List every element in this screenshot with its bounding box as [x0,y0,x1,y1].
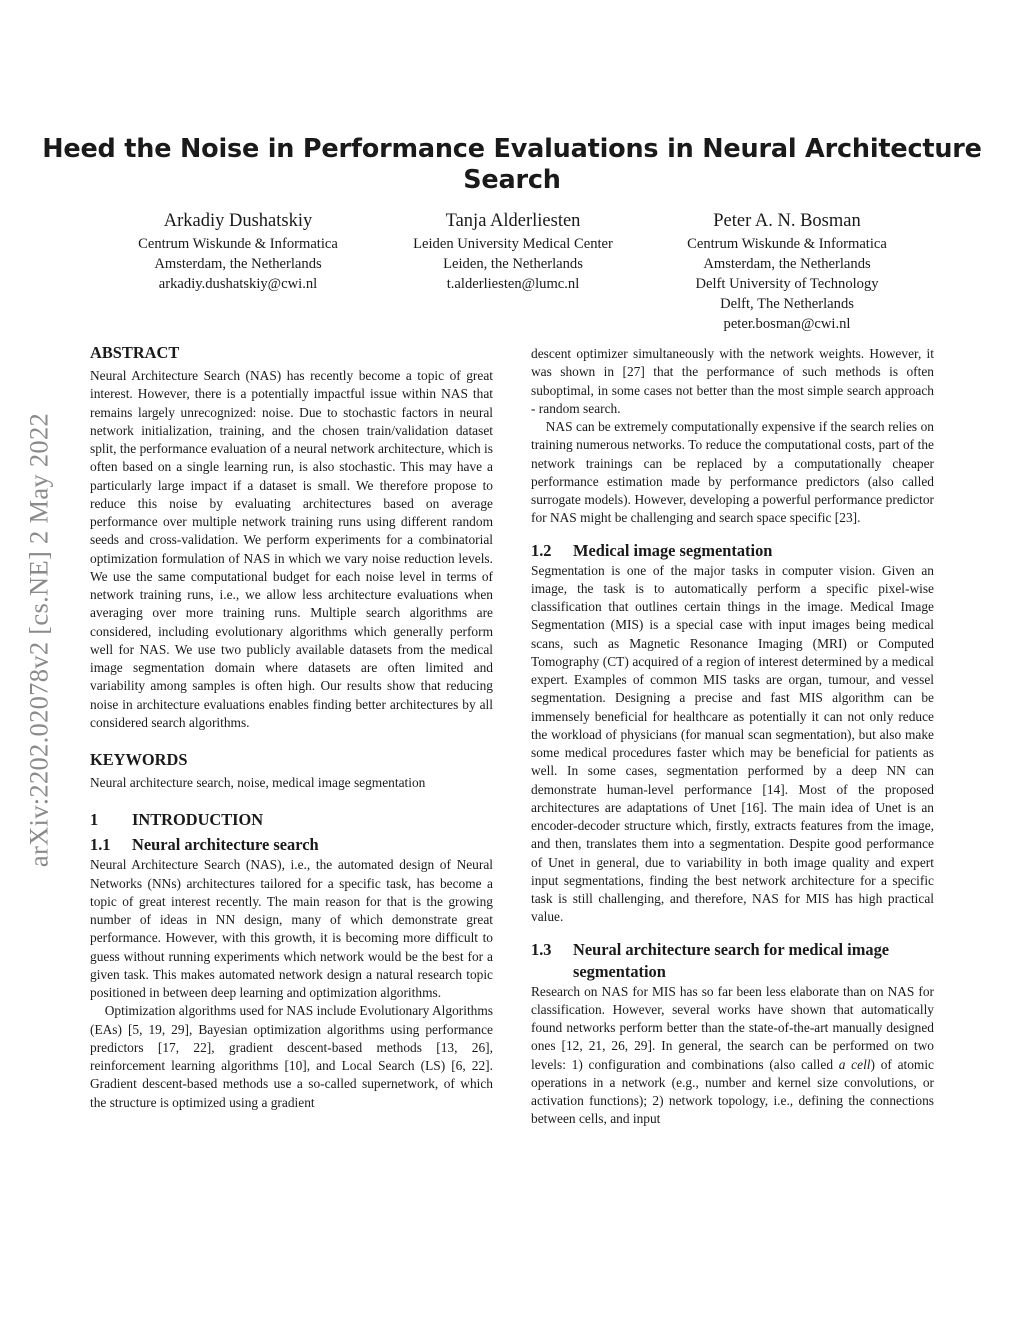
author-location: Amsterdam, the Netherlands [703,256,871,272]
author-block [637,209,937,334]
author-name: Peter A. N. Bosman [713,211,861,231]
section-heading-introduction [90,809,493,831]
subsection-heading-1-1 [90,834,493,856]
subsection-number: 1.2 [531,540,552,560]
keywords-heading: KEYWORDS [90,750,188,769]
paragraph: Optimization algorithms used for NAS include Evolutionary Algorithms (EAs) [5, 19, 29], Bayesian optimization algorithms using performance predictors [17, 22], gradient descent-based methods [13, 26], reinforcement learning algorithms [10], and Local Search (LS) [6, 22]. Gradient descent-based methods use a so-called supernetwork, of which the structure is optimized using a gradient [90,1003,493,1110]
subsection-title: Medical image segmentation [573,540,773,560]
subsection-title: Neural architecture search [132,835,319,855]
author-location-2: Delft, The Netherlands [720,296,854,312]
abstract-heading: ABSTRACT [90,343,180,362]
subsection-title: Neural architecture search for medical image segmentation [573,939,890,981]
author-email[interactable]: peter.bosman@cwi.nl [723,316,851,332]
author-location: Leiden, the Netherlands [443,256,583,272]
subsection-heading-1-2 [531,540,934,562]
paragraph: descent optimizer simultaneously with the network weights. However, it was shown in [27] that the performance of such methods is often suboptimal, in some cases not better than the most simple search approach - random search. [531,346,934,416]
author-affiliation: Centrum Wiskunde & Informatica [138,236,338,252]
text-run: Research on NAS for MIS has so far been less elaborate than on NAS for classification. However, several works have shown that automatically found networks perform better than the state-of-the-art manually designed ones [12, 21, 26, 29]. In general, the search can be performed on two levels: 1) configuration and combinations (also called [531,983,934,1072]
paragraph [531,983,934,1129]
paper-title: Heed the Noise in Performance Evaluations in Neural Architecture Search [42,134,982,195]
section-title: INTRODUCTION [132,810,264,830]
abstract-text: Neural Architecture Search (NAS) has recently become a topic of great interest. However, there is a potentially impactful issue within NAS that remains largely unrecognized: noise. Due to stochastic factors in neural network initialization, training, and the chosen train/validation dataset split, the performance evaluation of a neural network architecture, which is often based on a single learning run, is also stochastic. This may have a particularly large impact if a dataset is small. We therefore propose to reduce this noise by evaluating architectures based on average performance over multiple network training runs using different random seeds and cross-validation. We perform experiments for a combinatorial optimization formulation of NAS in which we vary noise reduction levels. We use the same computational budget for each noise level in terms of network training runs, i.e., we allow less architecture evaluations when averaging over more training runs. Multiple search algorithms are considered, including evolutionary algorithms which generally perform well for NAS. We use two publicly available datasets from the medical image segmentation domain where datasets are often limited and variability among samples is often high. Our results show that reducing noise in architecture evaluations enables finding better architectures by all considered search algorithms. [90,368,493,730]
author-affiliation: Centrum Wiskunde & Informatica [687,236,887,252]
text-run: ) of atomic operations in a network (e.g., number and kernel size convolutions, or activation functions); 2) network topology, i.e., defining the connections between cells, and input [531,1056,935,1127]
paragraph: Segmentation is one of the major tasks in computer vision. Given an image, the task is to automatically perform a specific pixel-wise classification that outlines certain things in the image. Medical Image Segmentation (MIS) is a special case with input images being medical scans, such as Magnetic Resonance Imaging (MRI) or Computed Tomography (CT) acquired of a region of interest determined by a medical expert. Examples of common MIS tasks are organ, tumour, and vessel segmentation. Designing a precise and fast MIS algorithm can be immensely beneficial for healthcare as potentially it can not only reduce the workload of physicians (for manual scan segmentation), but also make some medical procedures faster which may be beneficial for patients as well. In some cases, segmentation performed by a deep NN can demonstrate human-level performance [14]. Most of the proposed architectures are adaptations of Unet [16]. The main idea of Unet is an encoder-decoder structure which, firstly, extracts features from the image, and then, translates them into a segmentation. Despite good performance of Unet in general, due to variability in both image quality and expert input segmentations, finding the best network architecture for a specific task is still challenging, and therefore, NAS for MIS has high practical value. [531,562,934,925]
left-column [90,342,493,1112]
author-location: Amsterdam, the Netherlands [154,256,322,272]
paragraph: Neural Architecture Search (NAS), i.e., the automated design of Neural Networks (NNs) architectures tailored for a specific task, has become a topic of great interest recently. The main reason for that is the growing number of ideas in NN design, many of which demonstrate great performance. However, with this growth, it is becoming more difficult to guess without running experiments which network would be the best for a given task. This makes automated network design a natural research topic positioned in between deep learning and optimization algorithms. [90,857,493,1000]
author-name: Tanja Alderliesten [445,211,581,231]
right-column [531,345,934,1129]
author-affiliation-2: Delft University of Technology [695,276,879,292]
arxiv-stamp [22,349,56,931]
keywords-text: Neural architecture search, noise, medical image segmentation [90,775,426,790]
author-block [363,209,663,294]
author-name: Arkadiy Dushatskiy [163,211,313,231]
author-email[interactable]: arkadiy.dushatskiy@cwi.nl [158,276,318,292]
subsection-number: 1.1 [90,835,111,855]
author-affiliation: Leiden University Medical Center [413,236,613,252]
subsection-heading-1-3 [531,939,934,983]
author-block [88,209,388,294]
paragraph: NAS can be extremely computationally expensive if the search relies on training numerous networks. To reduce the computational costs, part of the network trainings can be replaced by a computationally cheaper performance estimation made by performance predictors (also called surrogate models). However, developing a powerful performance predictor for NAS might be challenging and search space specific [23]. [531,419,934,526]
arxiv-id: arXiv:2202.02078v2 [cs.NE] 2 May 2022 [23,412,54,868]
emphasis: a cell [838,1056,871,1072]
subsection-number: 1.3 [531,939,552,959]
author-email[interactable]: t.alderliesten@lumc.nl [446,276,580,292]
section-number: 1 [90,810,99,830]
